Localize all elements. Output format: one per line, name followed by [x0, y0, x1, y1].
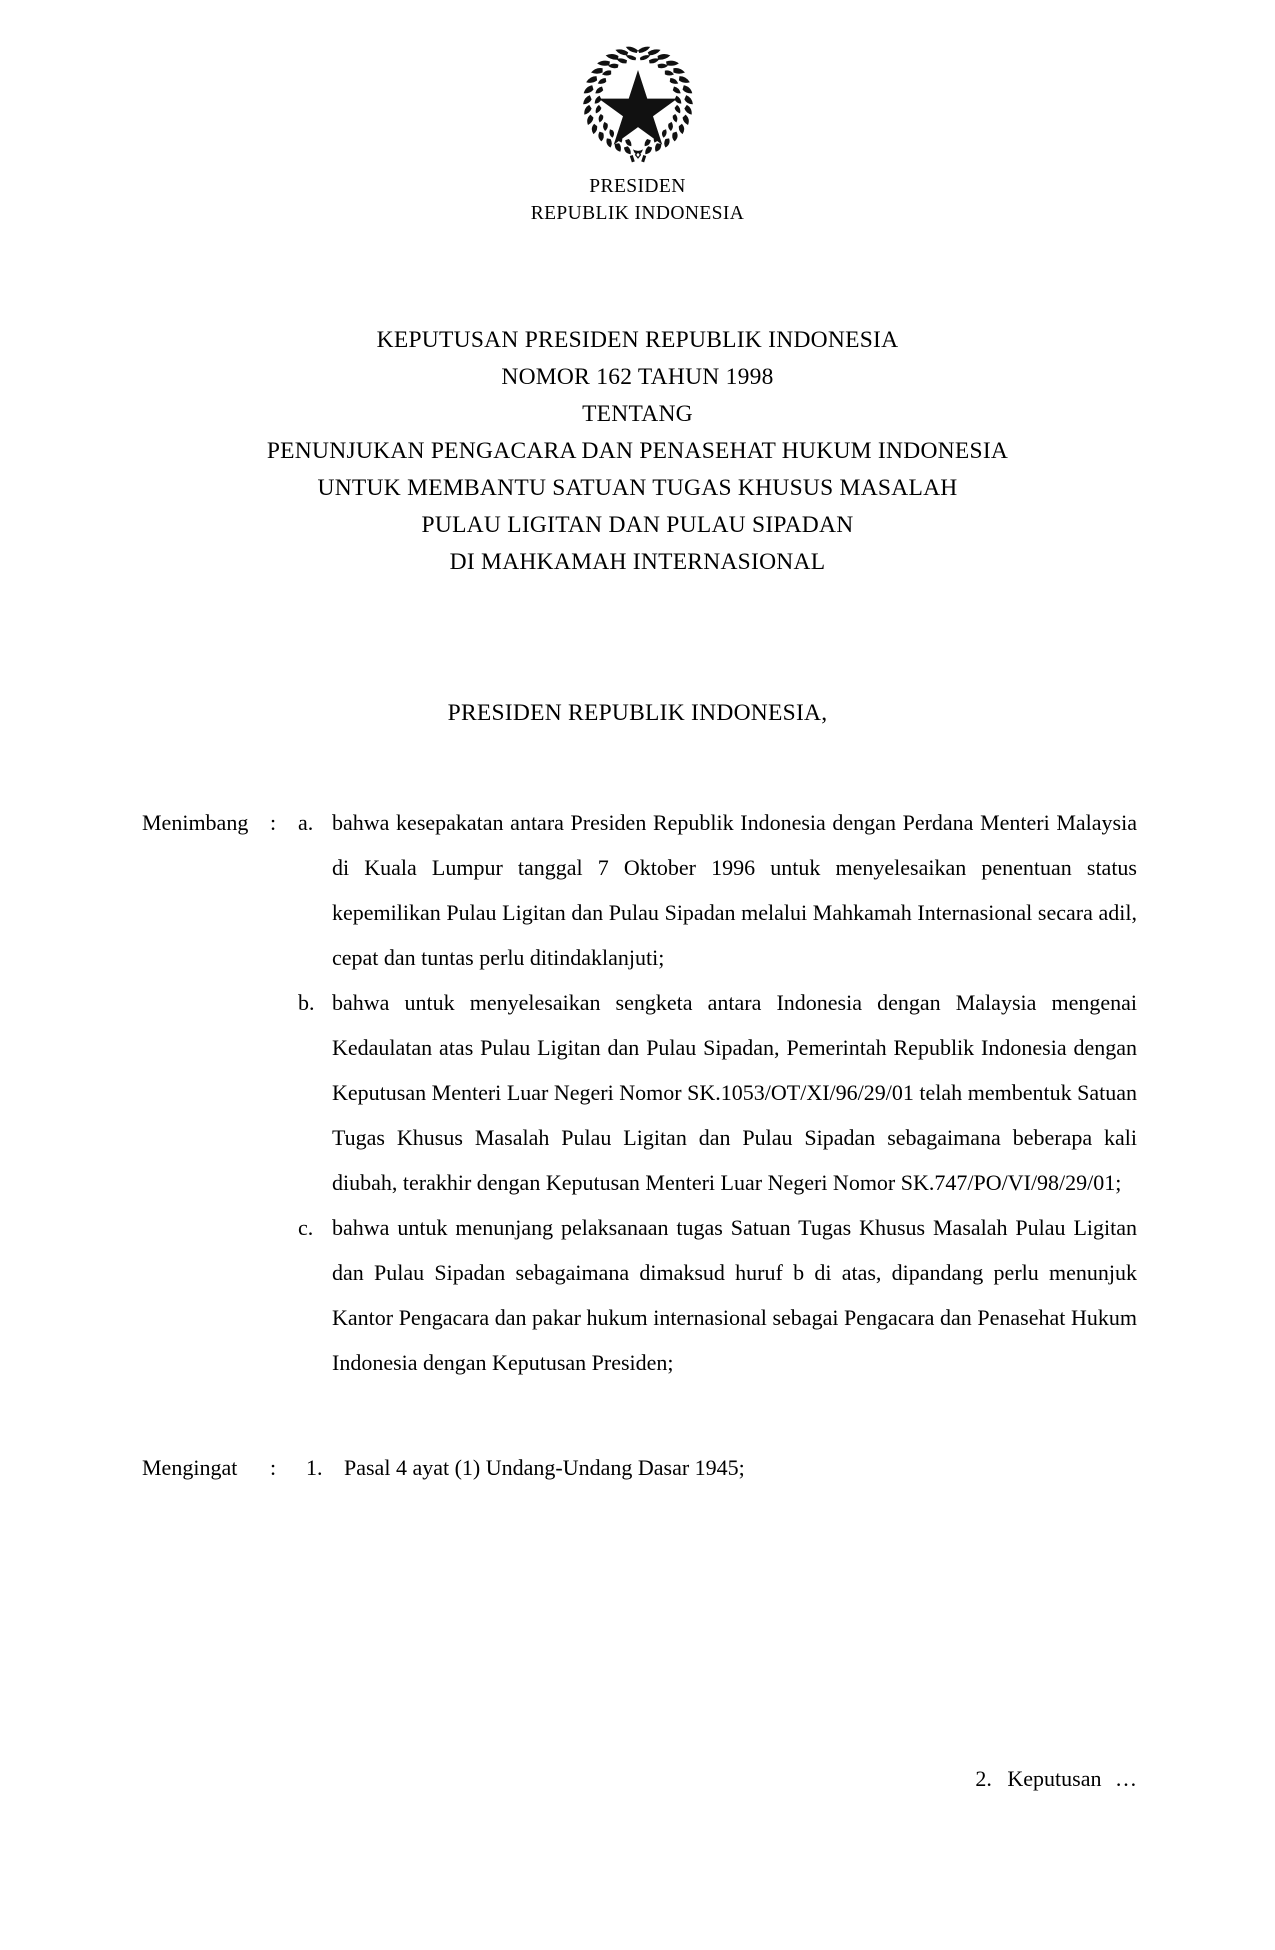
consideran-heading: PRESIDEN REPUBLIK INDONESIA,: [447, 700, 828, 726]
menimbang-item-c: [298, 1205, 1137, 1385]
page-catchword: [975, 1756, 1137, 1801]
garuda-star-wreath-emblem: [577, 42, 699, 164]
mengingat-clause: [142, 1445, 1137, 1490]
title-line-keputusan: KEPUTUSAN PRESIDEN REPUBLIK INDONESIA: [376, 327, 899, 353]
catchword-number: 2.: [975, 1766, 992, 1791]
mengingat-items: [306, 1445, 1137, 1490]
decree-title-block: [0, 322, 1275, 581]
mengingat-colon: :: [270, 1455, 277, 1480]
title-line-subject-3: PULAU LIGITAN DAN PULAU SIPADAN: [421, 512, 854, 538]
item-text: bahwa untuk menunjang pelaksanaan tugas Satuan Tugas Khusus Masalah Pulau Ligitan dan Pulau Sipadan sebagaimana dimaksud huruf b di atas, dipandang perlu menunjuk Kantor Pengacara dan pakar hukum internasional sebagai Pengacara dan Penasehat Hukum Indonesia dengan Keputusan Presiden;: [332, 1215, 1137, 1375]
mengingat-label: Mengingat: [142, 1455, 238, 1480]
menimbang-items: [298, 800, 1137, 1385]
item-marker: b.: [298, 990, 315, 1015]
title-line-nomor: NOMOR 162 TAHUN 1998: [501, 364, 774, 390]
catchword-ellipsis: …: [1115, 1766, 1137, 1791]
item-text: bahwa kesepakatan antara Presiden Republik Indonesia dengan Perdana Menteri Malaysia di Kuala Lumpur tanggal 7 Oktober 1996 untuk menyelesaikan penentuan status kepemilikan Pulau Ligitan dan Pulau Sipadan melalui Mahkamah Internasional secara adil, cepat dan tuntas perlu ditindaklanjuti;: [332, 810, 1137, 970]
menimbang-item-b: [298, 980, 1137, 1205]
decree-body: [142, 800, 1137, 1490]
letterhead: [0, 42, 1275, 227]
menimbang-item-a: [298, 800, 1137, 980]
item-marker: a.: [298, 810, 314, 835]
title-line-subject-2: UNTUK MEMBANTU SATUAN TUGAS KHUSUS MASALAH: [317, 475, 958, 501]
item-marker: c.: [298, 1215, 314, 1240]
section-spacer: [142, 1385, 1137, 1445]
item-text: Pasal 4 ayat (1) Undang-Undang Dasar 1945;: [344, 1455, 745, 1480]
title-line-subject-4: DI MAHKAMAH INTERNASIONAL: [449, 549, 826, 575]
title-line-subject-1: PENUNJUKAN PENGACARA DAN PENASEHAT HUKUM INDONESIA: [266, 438, 1009, 464]
item-text: bahwa untuk menyelesaikan sengketa antara Indonesia dengan Malaysia mengenai Kedaulatan atas Pulau Ligitan dan Pulau Sipadan, Pemerintah Republik Indonesia dengan Keputusan Menteri Luar Negeri Nomor SK.1053/OT/XI/96/29/01 telah membentuk Satuan Tugas Khusus Masalah Pulau Ligitan dan Pulau Sipadan sebagaimana beberapa kali diubah, terakhir dengan Keputusan Menteri Luar Negeri Nomor SK.747/PO/VI/98/29/01;: [332, 990, 1137, 1195]
menimbang-colon: :: [270, 810, 277, 835]
mengingat-item-1: [306, 1445, 1137, 1490]
item-marker: 1.: [306, 1455, 323, 1480]
catchword-word: Keputusan: [1007, 1766, 1102, 1791]
letterhead-line-republik-indonesia: REPUBLIK INDONESIA: [530, 202, 745, 224]
menimbang-label: Menimbang: [142, 810, 249, 835]
letterhead-line-presiden: PRESIDEN: [589, 176, 686, 197]
menimbang-clause: [142, 800, 1137, 1385]
title-line-tentang: TENTANG: [582, 401, 693, 427]
